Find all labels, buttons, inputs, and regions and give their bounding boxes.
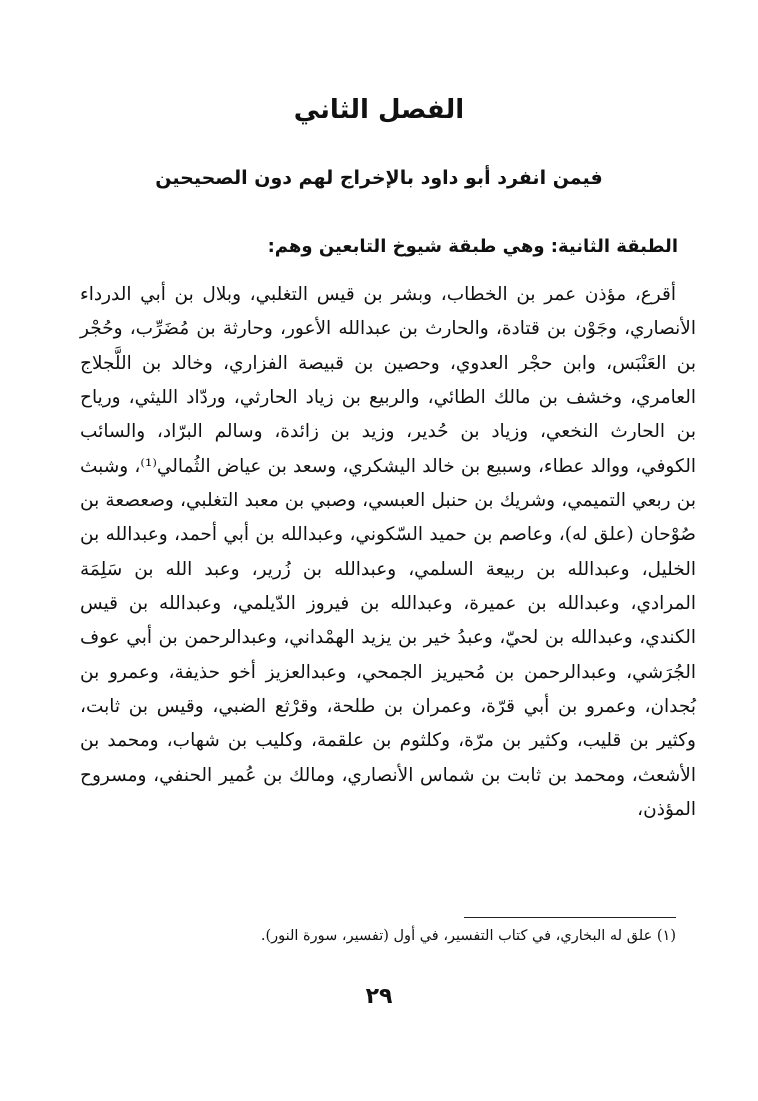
page-number: ٢٩ bbox=[365, 984, 393, 1009]
chapter-title: الفصل الثاني bbox=[293, 95, 465, 125]
footnote-divider bbox=[464, 917, 676, 918]
narrators-list-paragraph: أقرع، مؤذن عمر بن الخطاب، وبشر بن قيس التغلبي، وبلال بن أبي الدرداء الأنصاري، وجَوْن بن قتادة، والحارث بن عبدالله الأعور، وحارثة بن مُضَرِّب، وحُجْر بن العَنْبَس، وابن حجْر العدوي، وحصين بن قبيصة الفزاري، وخالد بن اللَّجلاج العامري، وخشف بن مالك الطائي، والربيع بن زياد الحارثي، وردّاد الليثي، ورياح بن الحارث النخعي، وزياد بن حُدير، وزيد بن زائدة، وسالم البرّاد، والسائب الكوفي، ووالد عطاء، وسبيع بن خالد اليشكري، وسعد بن عياض الثُمالي⁽¹⁾، وشبث بن ربعي التميمي، وشريك بن حنبل العبسي، وصبي بن معبد التغلبي، وصعصعة بن صُوْحان (علق له)، وعاصم بن حميد السّكوني، وعبدالله بن أبي أحمد، وعبدالله بن الخليل، وعبدالله بن ربيعة السلمي، وعبدالله بن زُرير، وعبد الله بن سَلِمَة المرادي، وعبدالله بن عميرة، وعبدالله بن فيروز الدّيلمي، وعبدالله بن قيس الكندي، وعبدالله بن لحيّ، وعبدُ خير بن يزيد الهمْداني، وعبدالرحمن بن أبي عوف الجُرَشي، وعبدالرحمن بن مُحيريز الجمحي، وعبدالعزيز أخو حذيفة، وعمرو بن بُجدان، وعمرو بن أبي قرّة، وعمران بن طلحة، وقرْثع الضبي، وقيس بن ثابت، وكثير بن قليب، وكثير بن مرّة، وكلثوم بن علقمة، وكليب بن شهاب، ومحمد بن الأشعث، ومحمد بن ثابت بن شماس الأنصاري، ومالك بن عُمير الحنفي، ومسروح المؤذن، bbox=[80, 284, 696, 821]
footnote: (١) علق له البخاري، في كتاب التفسير، في أول (تفسير، سورة النور). bbox=[260, 928, 676, 944]
section-heading: الطبقة الثانية: وهي طبقة شيوخ التابعين وهم: bbox=[267, 236, 678, 257]
chapter-subtitle: فيمن انفرد أبو داود بالإخراج لهم دون الصحيحين bbox=[155, 167, 603, 189]
